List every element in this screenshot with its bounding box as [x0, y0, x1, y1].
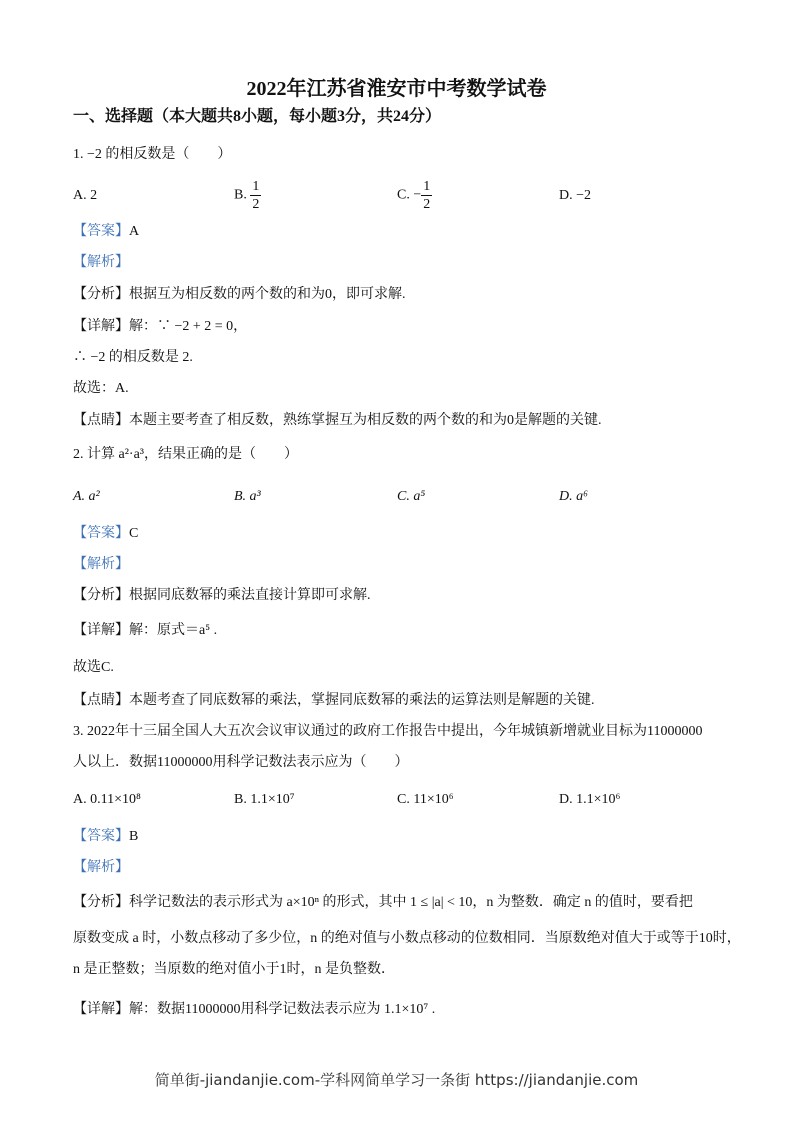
answer-value: A [129, 224, 140, 239]
denominator: 2 [252, 197, 260, 212]
numerator: 1 [423, 179, 431, 194]
q1-detail [73, 318, 247, 336]
q1-fenxi [73, 286, 406, 304]
label: 【详解】 [73, 319, 129, 334]
q1-option-d: D. −2 [559, 188, 592, 203]
label: 【分析】 [73, 895, 129, 910]
label: 【点睛】 [73, 693, 129, 708]
text: 科学记数法的表示形式为 a×10ⁿ 的形式，其中 1 ≤ |a| < 10，n 为整数．确定 n 的值时，要看把 [129, 895, 693, 910]
text: 本题考查了同底数幂的乘法，掌握同底数幂的乘法的运算法则是解题的关键. [129, 693, 595, 708]
q1-answer [73, 223, 139, 241]
q2-detail [73, 622, 217, 640]
page-title: 2022年江苏省淮安市中考数学试卷 [246, 78, 547, 100]
text: 解：数据11000000用科学记数法表示应为 1.1×10⁷ . [129, 1002, 436, 1017]
q1-option-b [234, 178, 261, 213]
q1-therefore: ∴ −2 的相反数是 2. [73, 350, 193, 365]
text: 根据互为相反数的两个数的和为0，即可求解. [129, 287, 406, 302]
q2-answer [73, 525, 138, 543]
fraction [250, 178, 261, 213]
label: 【详解】 [73, 623, 129, 638]
label: 【分析】 [73, 287, 129, 302]
answer-label: 【答案】 [73, 526, 129, 541]
q2-choose: 故选C. [73, 660, 114, 675]
q3-option-c: C. 11×10⁶ [397, 792, 454, 807]
text: 本题主要考查了相反数，熟练掌握互为相反数的两个数的和为0是解题的关键. [129, 413, 602, 428]
q3-detail [73, 1001, 435, 1019]
answer-label: 【答案】 [73, 224, 129, 239]
text: 根据同底数幂的乘法直接计算即可求解. [129, 588, 371, 603]
q2-fenxi [73, 587, 371, 605]
q2-option-a: A. a² [73, 489, 100, 504]
fraction [421, 178, 432, 213]
q1-stem: 1. −2 的相反数是（ ） [73, 147, 232, 162]
label: 【点睛】 [73, 413, 129, 428]
label: 【详解】 [73, 1002, 129, 1017]
answer-label: 【答案】 [73, 829, 129, 844]
numerator: 1 [252, 179, 260, 194]
q2-option-c: C. a⁵ [397, 489, 426, 504]
q3-fenxi-line3: n 是正整数；当原数的绝对值小于1时，n 是负整数． [73, 962, 395, 977]
q3-fenxi-line1 [73, 894, 693, 912]
label: 【分析】 [73, 588, 129, 603]
q2-dianjing [73, 692, 595, 710]
q1-choose: 故选：A. [73, 381, 129, 396]
section-heading: 一、选择题（本大题共8小题，每小题3分，共24分） [73, 108, 442, 125]
q3-analysis-label: 【解析】 [73, 860, 129, 875]
q3-answer [73, 828, 138, 846]
q3-stem-line1: 3. 2022年十三届全国人大五次会议审议通过的政府工作报告中提出，今年城镇新增就业目标为11000000 [73, 724, 703, 739]
q1-dianjing [73, 412, 602, 430]
option-prefix: C. − [397, 187, 422, 203]
text: 解：原式＝a⁵ . [129, 623, 218, 638]
q3-option-b: B. 1.1×10⁷ [234, 792, 295, 807]
q1-analysis-label: 【解析】 [73, 255, 129, 270]
footer-watermark: 简单街-jiandanjie.com-学科网简单学习一条街 https://jiandanjie.com [154, 1071, 639, 1089]
answer-value: C [129, 526, 139, 541]
q3-fenxi-line2: 原数变成 a 时，小数点移动了多少位，n 的绝对值与小数点移动的位数相同．当原数绝对值大于或等于10时， [73, 931, 741, 946]
answer-value: B [129, 829, 139, 844]
q3-stem-line2: 人以上．数据11000000用科学记数法表示应为（ ） [73, 755, 409, 770]
q3-option-d: D. 1.1×10⁶ [559, 792, 621, 807]
q3-option-a: A. 0.11×10⁸ [73, 792, 141, 807]
denominator: 2 [423, 197, 431, 212]
q2-analysis-label: 【解析】 [73, 557, 129, 572]
q1-option-a: A. 2 [73, 188, 98, 203]
option-prefix: B. [234, 187, 247, 203]
text: 解：∵ −2 + 2 = 0， [129, 319, 248, 334]
q2-option-d: D. a⁶ [559, 489, 588, 504]
q2-option-b: B. a³ [234, 489, 261, 504]
q1-option-c [397, 178, 432, 213]
q2-stem: 2. 计算 a²·a³，结果正确的是（ ） [73, 447, 298, 462]
